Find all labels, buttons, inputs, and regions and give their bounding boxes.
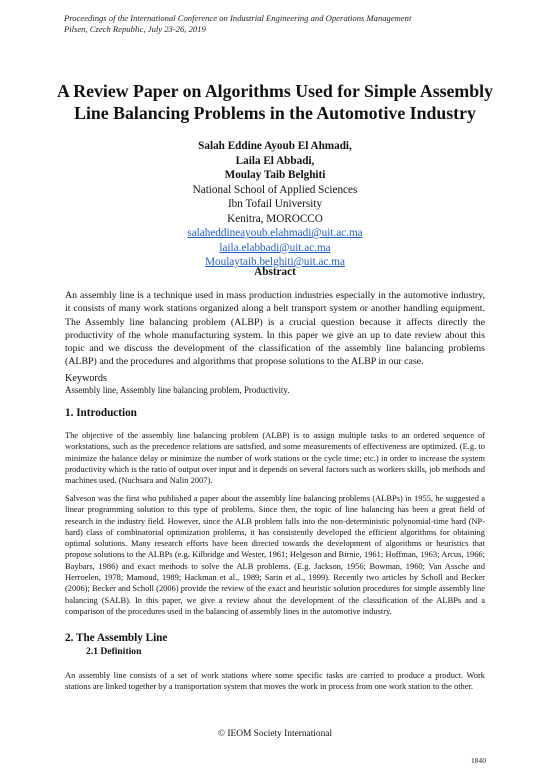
keywords-text: Assembly line, Assembly line balancing problem, Productivity.: [65, 385, 290, 395]
definition-paragraph: An assembly line consists of a set of work stations where some specific tasks are carried to produce a product. Work stations are linked together by a transportation system that moves the work in process from one work station to the other.: [65, 670, 485, 692]
author-email-link[interactable]: laila.elabbadi@uit.ac.ma: [219, 241, 331, 254]
author-email-link[interactable]: Moulaytaib.belghiti@uit.ac.ma: [205, 256, 345, 268]
paper-title: A Review Paper on Algorithms Used for Simple Assembly Line Balancing Problems in the Automotive Industry: [57, 81, 493, 123]
footer-copyright: © IEOM Society International: [217, 729, 333, 739]
keywords-heading: Keywords: [65, 373, 107, 384]
affiliation-line: Ibn Tofail University: [227, 198, 323, 210]
page-number: 1840: [470, 756, 486, 765]
author-name: Laila El Abbadi,: [235, 154, 315, 167]
author-name: Moulay Taib Belghiti: [224, 169, 326, 181]
section-heading-introduction: 1. Introduction: [65, 407, 137, 419]
affiliation-line: Kenitra, MOROCCO: [227, 212, 323, 225]
introduction-paragraph: Salveson was the first who published a paper about the assembly line balancing problems (ALBPs) in 1955, he suggested a linear programming solution to this type of problems. Since then, the topic of line balancing has been a great field of research in the industry field. However, since the ALB problem falls into the non-deterministic polynomial-time hard (NP-hard) class of combinatorial optimization problems, it has consistently developed the efficient algorithms for obtaining optimal solutions. Many research efforts have been directed towards the development of algorithms or heuristics that propose solutions to the ALBPs (e.g. Kilbridge and Wester, 1961; Helgeson and Birnie, 1961; Hoffman, 1963; Arcus, 1966; Baybars, 1986) and exact methods to solve the ALB problems. (E.g. Jackson, 1956; Bowman, 1960; Van Assche and Herroelen, 1978; Mamoud, 1989; Hackman et al., 1989; Sarin et al., 1999). Recently two articles by Scholl and Becker (2006); Becker and Scholl (2006) provide the review of the exact and heuristic solution procedures for simple assembly line balancing (SALB). In this paper, we give a review about the development of the classification of the ALBPs and a comparison of the procedures used in the balancing of assembly lines in the automotive industry.: [65, 493, 485, 616]
affiliation-line: National School of Applied Sciences: [192, 183, 358, 196]
section-heading-assembly-line: 2. The Assembly Line: [65, 632, 168, 644]
abstract-heading: Abstract: [254, 266, 296, 278]
running-header: [64, 13, 494, 35]
author-name: Salah Eddine Ayoub El Ahmadi,: [198, 140, 352, 152]
subsection-heading-definition: 2.1 Definition: [86, 646, 142, 657]
conference-location: Pilsen, Czech Republic, July 23-26, 2019: [64, 24, 206, 34]
abstract-text: An assembly line is a technique used in mass production industries especially in the automotive industry, it consists of many work stations organized along a belt transport system or another handling equipment. The Assembly line balancing problem (ALBP) is a crucial question because it affects directly the productivity of the whole manufacturing system. In this paper we give an up to date review about this topic and we discuss the development of the classification of the assembly line balancing problems (ALBP) and the procedures and algorithms that propose solutions to the ALBP in our case.: [65, 290, 485, 368]
conference-title: Proceedings of the International Conference on Industrial Engineering and Operations Management: [64, 13, 412, 23]
author-email-link[interactable]: salaheddineayoub.elahmadi@uit.ac.ma: [187, 227, 363, 239]
introduction-paragraph: The objective of the assembly line balancing problem (ALBP) is to assign multiple tasks to an ordered sequence of workstations, such as the precedence relations are satisfied, and some measurements of effectiveness are optimized. (E.g. to minimize the balance delay or minimize the number of work stations or the cycle time; etc.) in order to increase the system productivity which is the ratio of output over input and it depends on several factors such as workers skills, job methods and machines used. (Nuchsara and Nalin 2007).: [65, 430, 485, 486]
author-block: [40, 139, 510, 270]
